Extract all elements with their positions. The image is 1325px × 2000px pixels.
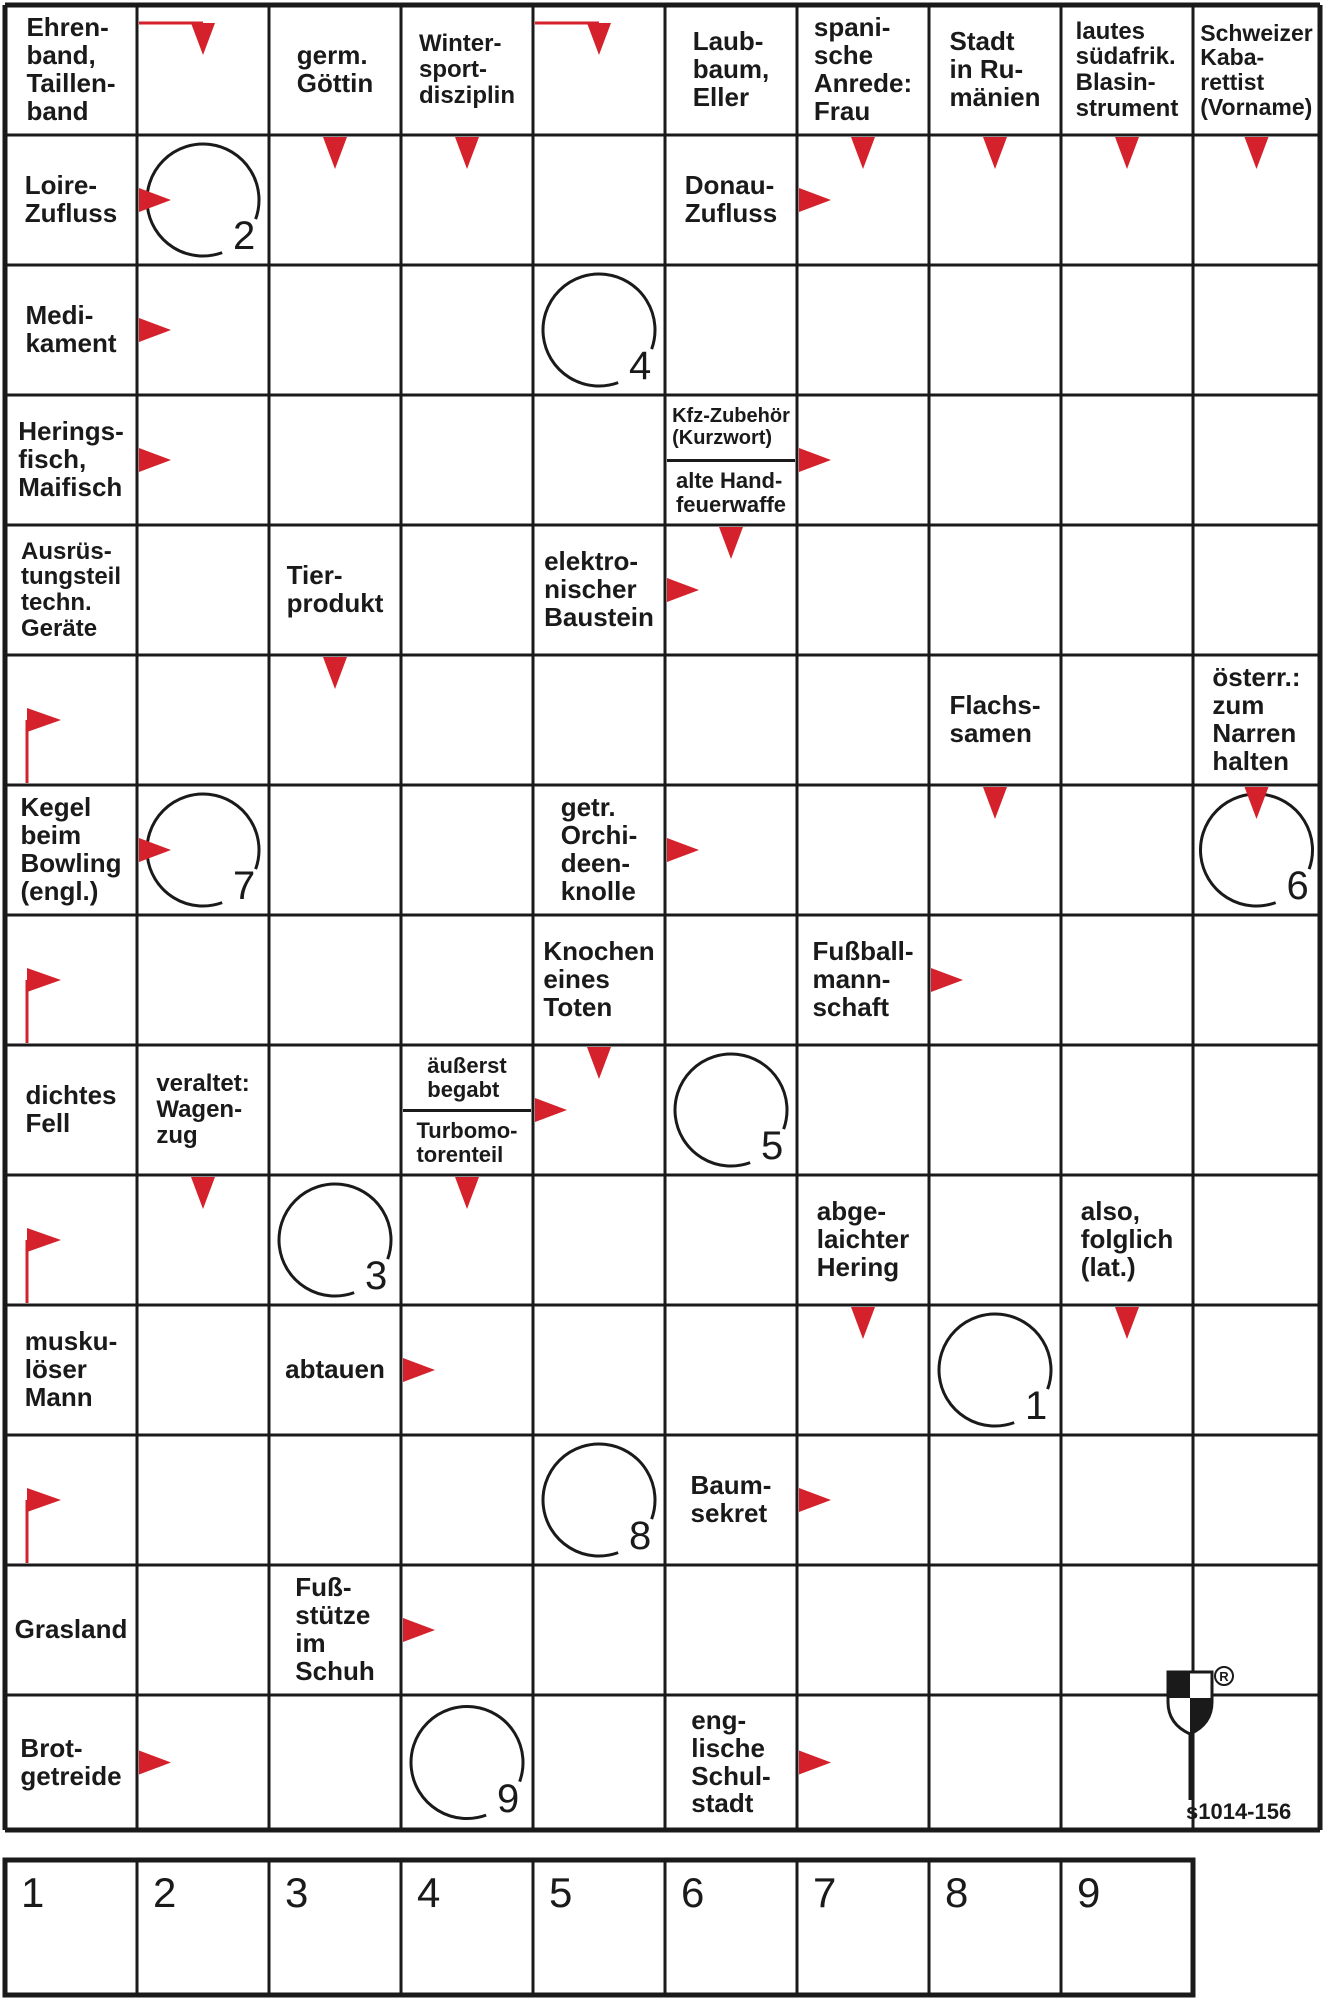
arrow-down (1115, 137, 1139, 169)
arrow-right (667, 838, 699, 862)
clue-cell-turbo (403, 1112, 531, 1173)
arrow-down (323, 137, 347, 169)
clue-cell-begabt (403, 1047, 531, 1108)
arrow-down (983, 137, 1007, 169)
clue-cell-blasinstrument (1063, 7, 1191, 133)
arrow-right (139, 188, 171, 212)
arrow-right (667, 578, 699, 602)
clue-text: dichtes Fell (25, 1080, 117, 1138)
arrow-down (1115, 1307, 1139, 1339)
clue-text: Tier- produkt (286, 560, 384, 618)
clue-text: Ehren- band, Taillen- band (26, 12, 116, 126)
arrow-right (403, 1618, 435, 1642)
clue-text: Fuß- stütze im Schuh (295, 1572, 375, 1686)
clue-text: Kegel beim Bowling (engl.) (20, 792, 122, 906)
clue-text: Stadt in Ru- mänien (949, 26, 1041, 112)
solution-number-4: 4 (417, 1869, 441, 1916)
clue-cell-kegel (7, 787, 135, 913)
circle-number: 1 (1025, 1384, 1048, 1428)
clue-cell-fussball (799, 917, 927, 1043)
arrow-right (799, 188, 831, 212)
clue-text: Baum- sekret (690, 1470, 772, 1528)
arrow-bent-right (27, 708, 61, 783)
clue-text: Laub- baum, Eller (692, 26, 770, 112)
solution-number-5: 5 (549, 1869, 573, 1916)
arrow-right (799, 1488, 831, 1512)
clue-cell-stadt-rumaenien (931, 7, 1059, 133)
arrow-right (139, 448, 171, 472)
clue-text: Donau- Zufluss (684, 170, 778, 228)
clue-cell-tierprodukt (271, 527, 399, 653)
clue-cell-kfz-zubehoer (667, 397, 795, 458)
circle-number: 3 (365, 1254, 388, 1298)
arrow-down (851, 137, 875, 169)
clue-text: Kfz-Zubehör (Kurzwort) (672, 405, 790, 449)
arrow-right (535, 1098, 567, 1122)
clue-cell-spanische-anrede (799, 7, 927, 133)
clue-cell-medikament (7, 267, 135, 393)
solution-number-1: 1 (21, 1869, 45, 1916)
arrow-right (403, 1358, 435, 1382)
arrow-down (851, 1307, 875, 1339)
arrow-right (139, 1751, 171, 1775)
circle-number: 5 (761, 1124, 784, 1168)
clue-divider (403, 1109, 531, 1112)
arrow-bent-right (27, 1228, 61, 1303)
svg-text:R: R (1219, 1669, 1229, 1684)
clue-text: Winter- sport- disziplin (419, 30, 515, 109)
clue-text: eng- lische Schul- stadt (691, 1704, 771, 1819)
circle-number: 2 (233, 214, 256, 258)
arrow-bent-down (535, 23, 611, 55)
arrow-bent-right (27, 1488, 61, 1563)
clue-text: Knochen eines Toten (543, 936, 655, 1022)
clue-text: Fußball- mann- schaft (812, 936, 914, 1022)
circle-number: 6 (1286, 864, 1309, 908)
clue-cell-donau-zufluss (667, 137, 795, 263)
arrow-right (931, 968, 963, 992)
clue-text: musku- löser Mann (24, 1326, 118, 1412)
clue-cell-wagenzug (139, 1047, 267, 1173)
clue-text: spani- sche Anrede: Frau (813, 12, 913, 126)
clue-text: Schweizer Kaba- rettist (Vorname) (1200, 19, 1313, 120)
clue-cell-knochen (535, 917, 663, 1043)
solution-number-8: 8 (945, 1869, 969, 1916)
solution-number-2: 2 (153, 1869, 177, 1916)
clue-text: Ausrüs- tungsteil techn. Geräte (21, 537, 121, 642)
clue-text: veraltet: Wagen- zug (156, 1070, 250, 1149)
clue-text: Medi- kament (25, 300, 117, 358)
clue-cell-loire-zufluss (7, 137, 135, 263)
clue-text: abge- laichter Hering (816, 1196, 910, 1282)
arrow-right (139, 318, 171, 342)
arrow-down (719, 527, 743, 559)
clue-cell-zum-narren (1195, 657, 1318, 783)
arrow-down (323, 657, 347, 689)
arrow-down (191, 1177, 215, 1209)
clue-text: österr.: zum Narren halten (1212, 662, 1301, 776)
clue-text: getr. Orchi- deen- knolle (560, 792, 638, 906)
arrow-right (799, 448, 831, 472)
arrow-down (983, 787, 1007, 819)
clue-cell-brotgetreide (7, 1697, 135, 1828)
clue-cell-schulstadt (667, 1697, 795, 1828)
arrow-bent-right (27, 968, 61, 1043)
arrow-right (139, 838, 171, 862)
clue-cell-germ-goettin (271, 7, 399, 133)
circle-number: 8 (629, 1514, 652, 1558)
clue-text: äußerst begabt (427, 1052, 507, 1102)
arrow-down (587, 1047, 611, 1079)
solution-number-7: 7 (813, 1869, 837, 1916)
arrow-down (1245, 137, 1269, 169)
clue-cell-fussstuetze (271, 1567, 399, 1693)
arrow-down (455, 1177, 479, 1209)
clue-cell-folglich (1063, 1177, 1191, 1303)
clue-cell-dichtes-fell (7, 1047, 135, 1173)
clue-cell-heringsfisch (7, 397, 135, 523)
clue-cell-muskuloes (7, 1307, 135, 1433)
arrow-bent-down (139, 23, 215, 55)
arrow-right (799, 1751, 831, 1775)
arrow-down (455, 137, 479, 169)
clue-text: elektro- nischer Baustein (544, 546, 654, 632)
solution-number-3: 3 (285, 1869, 309, 1916)
publisher-logo-icon (1168, 1667, 1233, 1800)
circle-number: 7 (233, 864, 256, 908)
clue-divider (667, 459, 795, 462)
arrow-down (1245, 787, 1269, 819)
solution-number-6: 6 (681, 1869, 705, 1916)
clue-text: also, folglich (lat.) (1080, 1196, 1174, 1282)
clue-text: lautes südafrik. Blasin- strument (1075, 17, 1179, 122)
clue-cell-abtauen (271, 1307, 399, 1433)
puzzle-credit: s1014-156 (1186, 1799, 1292, 1824)
clue-cell-flachssamen (931, 657, 1059, 783)
clue-cell-hering (799, 1177, 927, 1303)
clue-text: Grasland (14, 1614, 128, 1645)
circle-number: 9 (497, 1776, 520, 1821)
solution-frame (5, 1860, 1193, 1995)
clue-cell-orchideenknolle (535, 787, 663, 913)
clue-cell-baustein (535, 527, 663, 653)
clue-text: abtauen (285, 1354, 385, 1385)
clue-text: alte Hand- feuerwaffe (675, 467, 787, 517)
clue-text: Brot- getreide (20, 1732, 122, 1791)
clue-cell-kabarettist (1195, 7, 1318, 133)
clue-cell-baumsekret (667, 1437, 795, 1563)
clue-text: Loire- Zufluss (24, 170, 118, 228)
clue-text: Turbomo- torenteil (416, 1117, 518, 1167)
clue-cell-ehrenband (7, 7, 135, 133)
circle-number: 4 (629, 344, 652, 388)
clue-cell-ausruestungsteil (7, 527, 135, 653)
clue-cell-wintersport (403, 7, 531, 133)
clue-text: Flachs- samen (949, 690, 1041, 748)
clue-text: Herings- fisch, Maifisch (18, 416, 124, 502)
solution-number-9: 9 (1077, 1869, 1101, 1916)
clue-cell-handfeuerwaffe (667, 462, 795, 523)
clue-cell-laubbaum (667, 7, 795, 133)
clue-text: germ. Göttin (296, 40, 374, 98)
clue-cell-grasland (7, 1567, 135, 1693)
